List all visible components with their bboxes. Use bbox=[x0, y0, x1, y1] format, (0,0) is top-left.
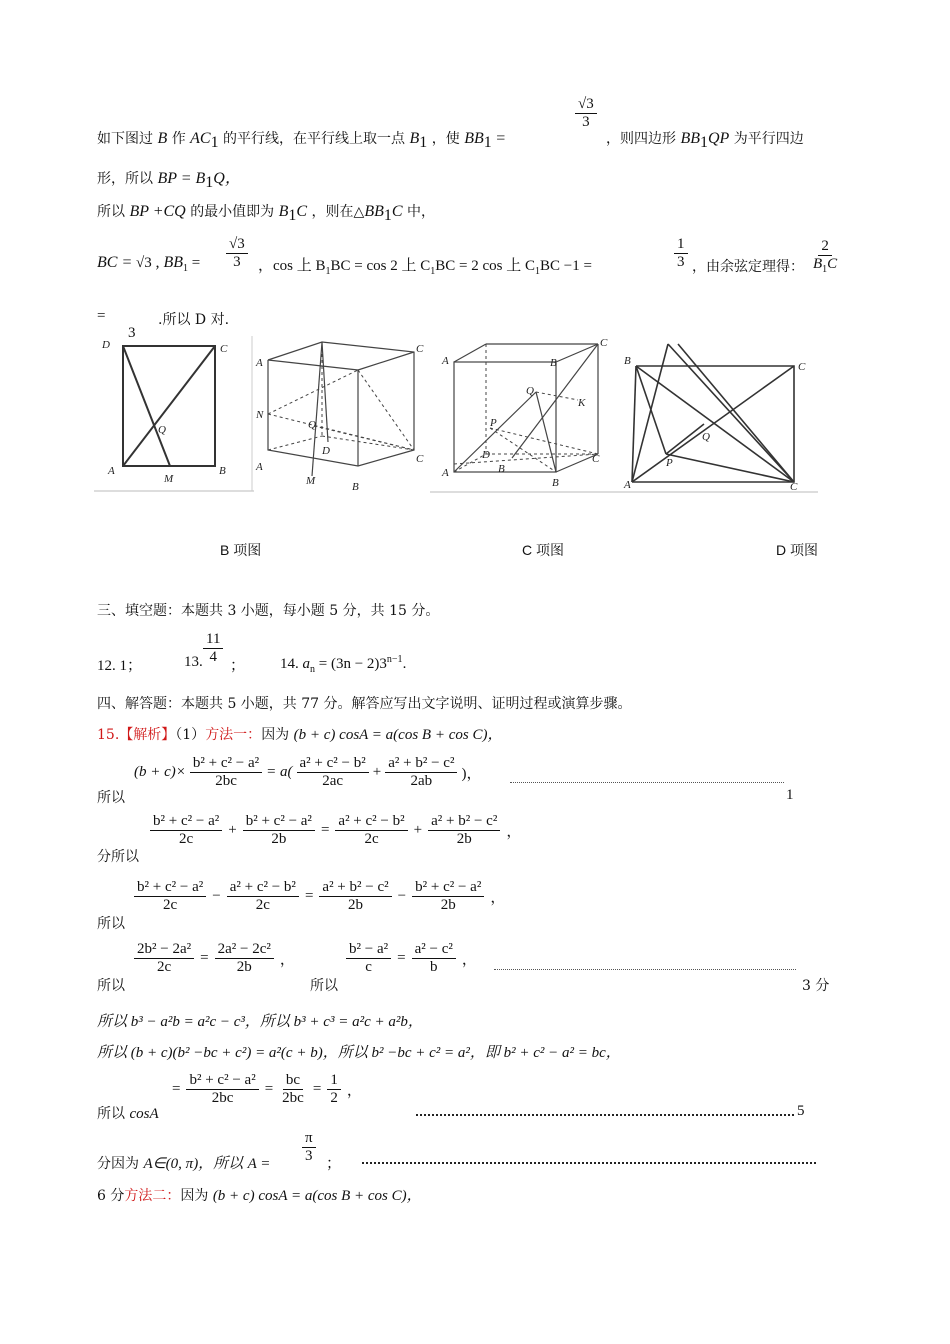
leader-dots bbox=[362, 1162, 816, 1164]
text: 因为 bbox=[261, 727, 290, 743]
text: 所以 bbox=[97, 204, 125, 220]
fig-label: K bbox=[578, 397, 586, 409]
math: C bbox=[391, 203, 403, 220]
fig-label: B bbox=[219, 465, 226, 477]
text: ，使 bbox=[431, 131, 460, 147]
line-4-mid bbox=[258, 254, 592, 277]
fig-label: P bbox=[666, 457, 673, 469]
face bbox=[454, 362, 556, 472]
fig-label: P bbox=[490, 417, 497, 429]
frac-num: 1 bbox=[674, 236, 688, 254]
fig-label: B bbox=[550, 357, 557, 369]
fig-label: A bbox=[442, 355, 449, 367]
text: 形，所以 bbox=[97, 171, 153, 187]
section-4-heading: 四、解答题：本题共 5 小题，共 77 分。解答应写出文字说明、证明过程或演算步骤。 bbox=[97, 696, 632, 712]
edge bbox=[268, 360, 358, 370]
answer-13-fraction bbox=[203, 631, 223, 667]
equation-a: (b + c)× $\frac{\text{b² + c² − a²}}{2bc}$ = a( $\frac{\text{a² + c² − b²}}{2ac}$ + $\frac{\text{a² + b² − c²}}{2ab}$ )， bbox=[134, 755, 482, 790]
fig-label: C bbox=[600, 337, 608, 349]
hidden-edge bbox=[490, 428, 598, 454]
text: ，则在△ bbox=[311, 204, 365, 220]
edge bbox=[678, 344, 794, 482]
sub: 1 bbox=[822, 264, 828, 276]
line-1 bbox=[97, 128, 505, 152]
line-factor: 所以 (b + c)(b² −bc + c²) = a²(c + b)，所以 b² −bc + c² = a²，即 b² + c² − a² = bc， bbox=[97, 1045, 621, 1061]
text: 中， bbox=[407, 204, 435, 220]
text: 6 分 bbox=[97, 1188, 125, 1204]
math: BB bbox=[364, 203, 384, 220]
math: BC = 2 cos 上 C bbox=[435, 258, 535, 274]
answer-13-tail: ； bbox=[230, 658, 246, 674]
cos-so bbox=[97, 1103, 159, 1123]
answer-13-label: 13. bbox=[184, 654, 203, 670]
line bbox=[123, 346, 170, 466]
fig-label: Q bbox=[308, 419, 316, 431]
math: B bbox=[278, 203, 289, 220]
frac-den: 3 bbox=[233, 254, 241, 271]
pi-over-3 bbox=[302, 1130, 316, 1166]
fig-label: B bbox=[552, 477, 559, 489]
math: Q， bbox=[213, 170, 241, 187]
text: 分因为 bbox=[97, 1156, 139, 1172]
math: BB bbox=[680, 130, 700, 147]
section-3-heading: 三、填空题：本题共 3 小题，每小题 5 分，共 15 分。 bbox=[97, 603, 440, 619]
math: BC = cos 2 上 C bbox=[330, 258, 431, 274]
fig-label: A bbox=[624, 479, 631, 491]
text: 为平行四边 bbox=[733, 131, 804, 147]
math: B bbox=[157, 130, 168, 147]
text: .所以 D 对. bbox=[158, 312, 230, 328]
leader-dots bbox=[416, 1114, 794, 1116]
math: = bbox=[496, 130, 506, 147]
text: 14. bbox=[280, 656, 299, 672]
line-5-text bbox=[158, 309, 229, 329]
math: B bbox=[813, 256, 823, 273]
math: √3 bbox=[136, 255, 152, 271]
math: AC bbox=[190, 130, 211, 147]
sub: 1 bbox=[325, 266, 331, 277]
edge bbox=[454, 344, 486, 362]
caption-c: C 项图 bbox=[522, 542, 564, 558]
fig-label: N bbox=[256, 409, 264, 421]
frac-den: 3 bbox=[677, 254, 685, 271]
math: C bbox=[296, 203, 308, 220]
answer-12: 12. 1； bbox=[97, 658, 143, 674]
edge bbox=[312, 342, 322, 476]
fig-label: C bbox=[416, 453, 424, 465]
text: 如下图过 bbox=[97, 131, 153, 147]
figure-b-rect bbox=[94, 336, 254, 494]
q-label: 15.【解析】 bbox=[97, 727, 176, 743]
sub: 1 bbox=[383, 206, 392, 224]
math: . bbox=[402, 656, 407, 672]
hidden-edge bbox=[268, 370, 358, 414]
figure-d-plane bbox=[618, 336, 818, 494]
sub: 1 bbox=[288, 206, 297, 224]
fig-label: C bbox=[592, 453, 600, 465]
text: 的最小值即为 bbox=[190, 204, 275, 220]
math: BP +CQ bbox=[129, 203, 186, 220]
sub: 1 bbox=[210, 133, 219, 151]
math: BP = B bbox=[157, 170, 206, 187]
frac-den: 3 bbox=[582, 114, 590, 131]
text: 所以 bbox=[97, 1106, 125, 1122]
sub: 1 bbox=[430, 266, 436, 277]
figure-c-cube bbox=[254, 336, 430, 494]
so-label-2: 所以 bbox=[97, 916, 125, 932]
sub: 1 bbox=[700, 133, 708, 151]
fig-label: D bbox=[322, 445, 330, 457]
fig-label: B bbox=[352, 481, 359, 493]
hidden-edge bbox=[358, 370, 414, 450]
leader-dots bbox=[494, 969, 796, 970]
frac-num: 11 bbox=[203, 631, 223, 649]
fig-label: B bbox=[498, 463, 505, 475]
frac-num: √3 bbox=[575, 96, 597, 114]
fraction-sqrt3-over-3b bbox=[226, 236, 248, 272]
line-2 bbox=[97, 165, 241, 192]
equation-f: = $\frac{\text{b² + c² − a²}}{2bc}$ = $\frac{bc}{2bc}$ = $\frac{1}{2}$ ， bbox=[172, 1072, 362, 1107]
fig-label: M bbox=[306, 475, 316, 487]
math: ，cos 上 B bbox=[258, 258, 326, 274]
fig-label: C bbox=[220, 343, 228, 355]
fraction-1-over-3 bbox=[674, 236, 688, 272]
line-b3: 所以 b³ − a²b = a²c − c³，所以 b³ + c³ = a²c + a²b， bbox=[97, 1014, 423, 1030]
fig-label: C bbox=[416, 343, 424, 355]
math: BC −1 = bbox=[539, 258, 592, 274]
line-1-tail bbox=[606, 128, 804, 152]
leader-dots bbox=[510, 782, 784, 783]
fig-label: A bbox=[442, 467, 449, 479]
method-2-line bbox=[97, 1184, 422, 1205]
figure-c2-cube bbox=[430, 336, 618, 494]
equation-e: $\frac{\text{b² − a²}}{c}$ = $\frac{\text{a² − c²}}{b}$ ， bbox=[346, 941, 477, 977]
edge bbox=[322, 342, 328, 442]
edge bbox=[636, 366, 666, 454]
line-5-eq bbox=[97, 308, 105, 325]
edge bbox=[358, 352, 414, 370]
math: a bbox=[302, 656, 310, 672]
fig-label: B bbox=[624, 355, 631, 367]
caption-b: B 项图 bbox=[220, 542, 262, 558]
math: B bbox=[409, 130, 420, 147]
sub: 1 bbox=[183, 263, 189, 274]
math: BB bbox=[464, 130, 484, 147]
fig-label: C bbox=[798, 361, 806, 373]
so-label-4: 所以 bbox=[310, 978, 338, 994]
math: = (3n − 2)3 bbox=[315, 656, 387, 672]
fig-label: M bbox=[164, 473, 174, 485]
frac-num: √3 bbox=[226, 236, 248, 254]
fig-label: A bbox=[108, 465, 115, 477]
hidden-edge bbox=[454, 454, 598, 464]
score-3: 3 分 bbox=[802, 978, 830, 994]
fig-label: Q bbox=[158, 424, 166, 436]
math: BC = bbox=[97, 254, 133, 271]
sup: n−1 bbox=[386, 654, 403, 665]
math: 3 bbox=[128, 325, 136, 341]
fraction-2-over-b1c bbox=[810, 238, 840, 276]
edge bbox=[268, 342, 414, 466]
line-4-text bbox=[692, 256, 804, 276]
frac-den: 3 bbox=[305, 1148, 313, 1165]
math: = bbox=[97, 308, 106, 324]
text: （1） bbox=[175, 727, 206, 743]
hidden-edge bbox=[322, 436, 414, 450]
math: A = bbox=[247, 1156, 271, 1172]
text: 的平行线，在平行线上取一点 bbox=[223, 131, 406, 147]
math: QP bbox=[708, 130, 730, 147]
method-label: 方法二： bbox=[124, 1188, 181, 1204]
so-label: 所以 bbox=[97, 790, 125, 806]
edge bbox=[632, 366, 636, 482]
frac-den bbox=[810, 256, 840, 276]
math: = bbox=[191, 255, 201, 271]
range-line bbox=[97, 1152, 270, 1173]
equation-c: $\frac{\text{b² + c² − a²}}{2c}$ − $\frac{\text{a² + c² − b²}}{2c}$ = $\frac{\text{a² + b² − c²}}{2b}$ − $\frac{\text{b² + c² − a²}}{2b}$ ， bbox=[134, 879, 505, 915]
text: 因为 bbox=[180, 1188, 209, 1204]
caption-d: D 项图 bbox=[776, 542, 818, 558]
fig-label: Q bbox=[526, 385, 534, 397]
math: , BB bbox=[155, 254, 184, 271]
score-1: 1 bbox=[786, 787, 794, 803]
edge bbox=[454, 392, 536, 472]
fig-label: D bbox=[482, 449, 490, 461]
fen-so-label: 分所以 bbox=[97, 849, 139, 865]
equation-b: $\frac{\text{b² + c² − a²}}{2c}$ + $\frac{\text{b² + c² − a²}}{2b}$ = $\frac{\text{a² + c² − b²}}{2c}$ + $\frac{\text{a² + b² − c²}}{2b}$ ， bbox=[150, 813, 521, 849]
score-5: 5 bbox=[797, 1103, 805, 1119]
answer-14 bbox=[280, 654, 406, 675]
semicolon: ； bbox=[326, 1156, 342, 1172]
sub: 1 bbox=[205, 173, 214, 191]
fraction-sqrt3-over-3 bbox=[575, 96, 597, 132]
line-4-left bbox=[97, 254, 200, 274]
so-label-3: 所以 bbox=[97, 978, 125, 994]
sub: n bbox=[310, 664, 315, 675]
line-3 bbox=[97, 201, 435, 225]
text: ，则四边形 bbox=[606, 131, 676, 147]
fig-label: Q bbox=[702, 431, 710, 443]
math: (b + c) cosA = a(cos B + cos C)， bbox=[293, 727, 503, 743]
frac-num: 2 bbox=[818, 238, 832, 256]
equation-d: $\frac{\text{2b² − 2a²}}{2c}$ = $\frac{\text{2a² − 2c²}}{2b}$ ， bbox=[134, 941, 295, 977]
sub: 1 bbox=[419, 133, 428, 151]
q15-header bbox=[97, 723, 502, 744]
edge bbox=[632, 344, 668, 482]
fig-label: C bbox=[790, 481, 798, 493]
math: (b + c) cosA = a(cos B + cos C)， bbox=[212, 1188, 422, 1204]
math: cosA bbox=[129, 1106, 159, 1122]
method-label: 方法一： bbox=[205, 727, 262, 743]
sub: 1 bbox=[534, 266, 540, 277]
math: C bbox=[827, 256, 838, 273]
line bbox=[123, 346, 215, 466]
text: ，由余弦定理得： bbox=[692, 259, 804, 275]
edge bbox=[668, 344, 794, 482]
frac-den: 4 bbox=[209, 649, 217, 666]
text: 作 bbox=[171, 131, 186, 147]
fig-label: A bbox=[256, 461, 263, 473]
fig-label: A bbox=[256, 357, 263, 369]
fig-label: D bbox=[102, 339, 110, 351]
sub: 1 bbox=[483, 133, 492, 151]
edge bbox=[666, 424, 704, 454]
frac-num: π bbox=[302, 1130, 316, 1148]
math: A∈(0, π)，所以 bbox=[143, 1156, 244, 1172]
